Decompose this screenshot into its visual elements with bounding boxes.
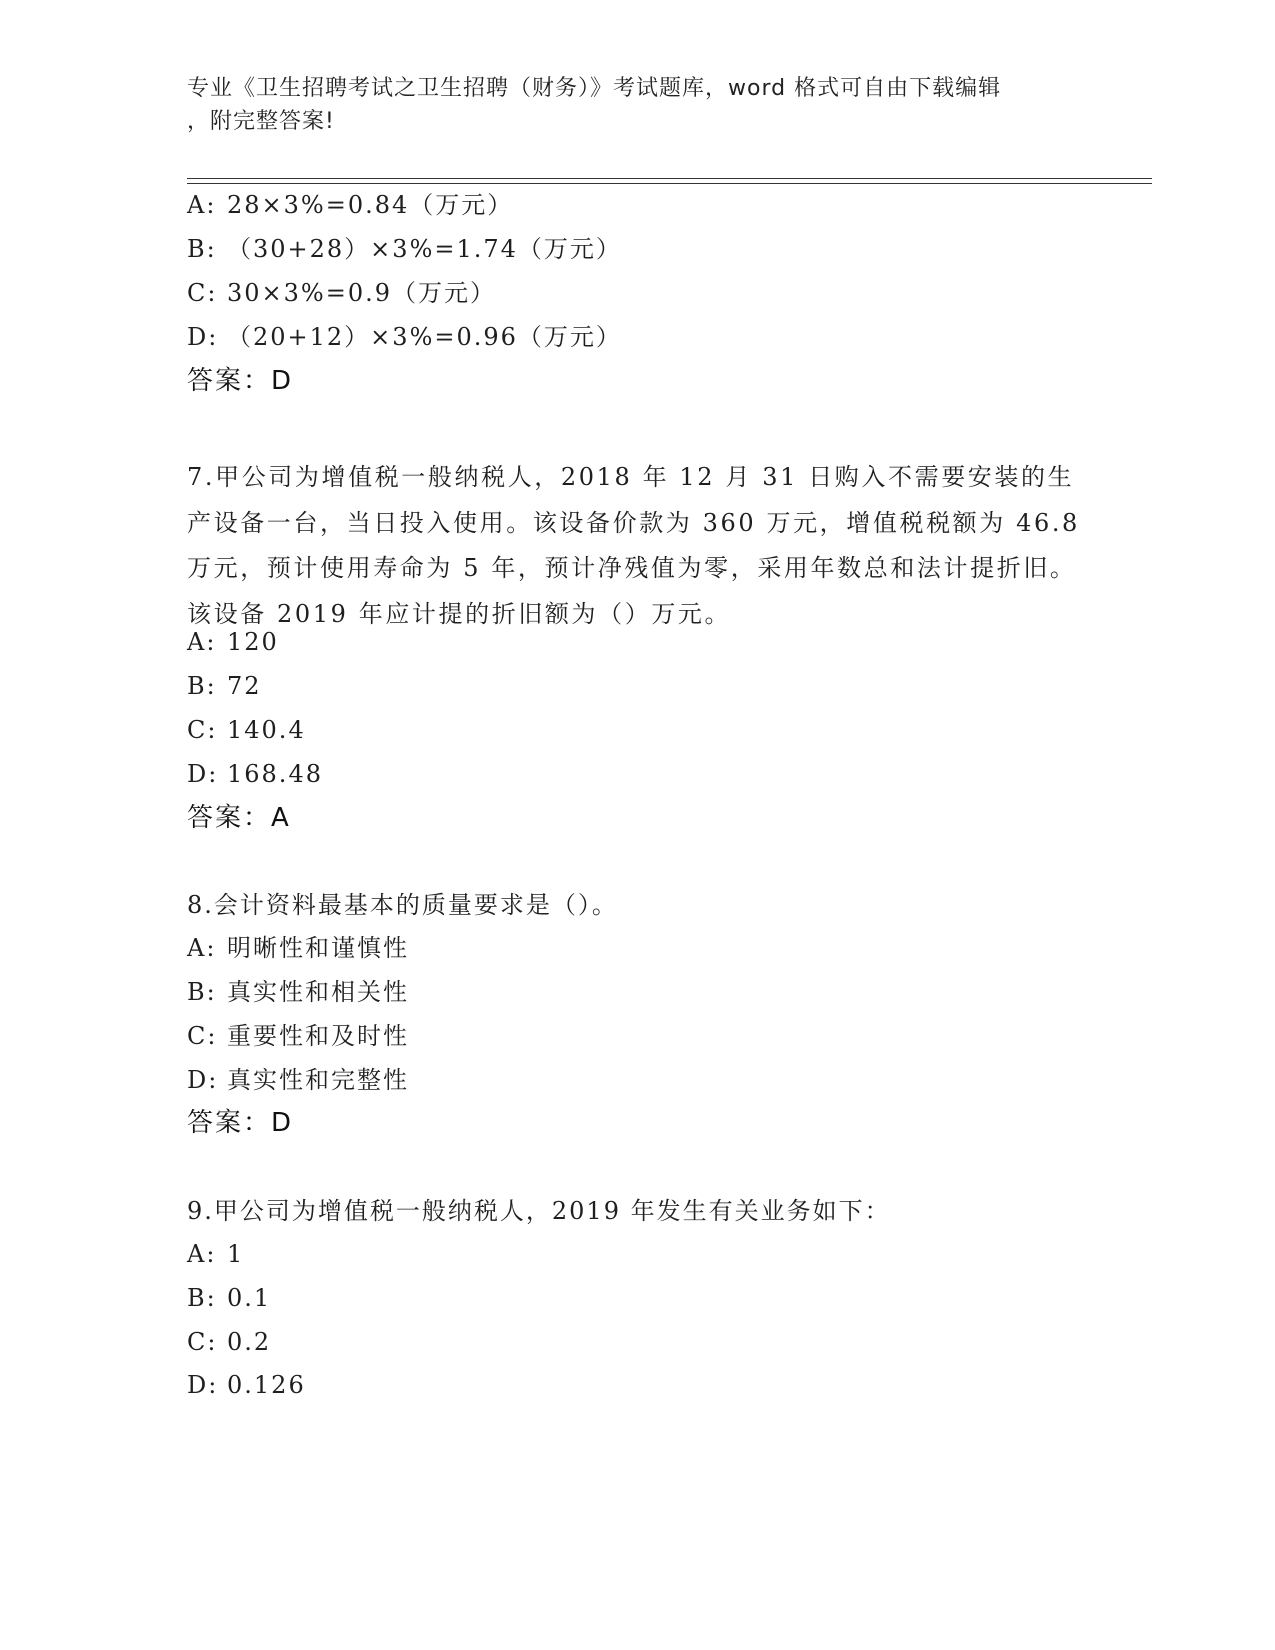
q7-option-a xyxy=(187,627,279,657)
document-header xyxy=(187,72,1067,138)
q8-option-a-label: A: xyxy=(187,934,217,962)
q8-option-b-label: B: xyxy=(187,978,217,1006)
q6-answer: 答案：D xyxy=(187,366,294,396)
q6-option-d-label: D: xyxy=(187,323,219,351)
q7-option-a-text: 120 xyxy=(227,628,279,656)
q7-option-c-label: C: xyxy=(187,716,218,744)
q7-option-b xyxy=(187,671,262,701)
header-divider-bottom xyxy=(187,183,1152,184)
q8-option-c xyxy=(187,1021,409,1051)
q9-option-c xyxy=(187,1327,271,1357)
q6-option-b xyxy=(187,234,622,264)
q6-option-a xyxy=(187,190,513,220)
q9-option-b xyxy=(187,1283,271,1313)
q9-option-c-label: C: xyxy=(187,1328,218,1356)
header-divider-top xyxy=(187,178,1152,179)
q7-option-d-label: D: xyxy=(187,760,219,788)
q7-option-a-label: A: xyxy=(187,628,217,656)
header-line-1: 专业《卫生招聘考试之卫生招聘（财务）》考试题库，word 格式可自由下载编辑 xyxy=(187,76,1002,101)
q9-option-a xyxy=(187,1239,244,1269)
q8-option-a xyxy=(187,933,409,963)
q7-option-c-text: 140.4 xyxy=(227,716,306,744)
q9-option-a-text: 1 xyxy=(227,1240,245,1268)
q9-option-d-text: 0.126 xyxy=(227,1371,306,1399)
q9-option-d-label: D: xyxy=(187,1371,219,1399)
q6-option-c-label: C: xyxy=(187,279,218,307)
q6-option-c-text: 30×3%=0.9（万元） xyxy=(227,279,496,307)
q8-option-a-text: 明晰性和谨慎性 xyxy=(227,934,409,962)
q7-option-b-label: B: xyxy=(187,672,217,700)
q9-option-d xyxy=(187,1370,306,1400)
q6-option-a-label: A: xyxy=(187,191,217,219)
q8-option-b-text: 真实性和相关性 xyxy=(227,978,409,1006)
q6-option-a-text: 28×3%=0.84（万元） xyxy=(227,191,514,219)
q7-answer: 答案：A xyxy=(187,803,291,833)
q8-stem: 8.会计资料最基本的质量要求是（）。 xyxy=(187,891,618,919)
q8-option-c-label: C: xyxy=(187,1022,218,1050)
q7-option-c xyxy=(187,715,306,745)
q6-option-d-text: （20+12）×3%=0.96（万元） xyxy=(227,323,622,351)
q6-option-d xyxy=(187,322,622,352)
q7-option-d-text: 168.48 xyxy=(227,760,323,788)
q8-option-c-text: 重要性和及时性 xyxy=(227,1022,409,1050)
q8-option-d xyxy=(187,1065,409,1095)
q8-option-b xyxy=(187,977,409,1007)
q9-stem: 9.甲公司为增值税一般纳税人，2019 年发生有关业务如下： xyxy=(187,1197,891,1225)
q8-answer: 答案：D xyxy=(187,1108,294,1138)
q6-option-b-text: （30+28）×3%=1.74（万元） xyxy=(227,235,622,263)
q6-option-c xyxy=(187,278,496,308)
q9-option-c-text: 0.2 xyxy=(227,1328,272,1356)
q9-option-a-label: A: xyxy=(187,1240,217,1268)
q8-option-d-text: 真实性和完整性 xyxy=(227,1066,409,1094)
header-line-2: ，附完整答案! xyxy=(187,109,335,134)
q8-option-d-label: D: xyxy=(187,1066,219,1094)
q9-option-b-label: B: xyxy=(187,1284,217,1312)
q9-option-b-text: 0.1 xyxy=(227,1284,272,1312)
q7-stem: 7.甲公司为增值税一般纳税人，2018 年 12 月 31 日购入不需要安装的生产设备一台，当日投入使用。该设备价款为 360 万元，增值税税额为 46.8 万元，预计使用寿命为 5 年，预计净残值为零，采用年数总和法计提折旧。该设备 2019 年应计提的折旧额为（）万元。 xyxy=(187,463,1080,628)
q6-option-b-label: B: xyxy=(187,235,217,263)
q7-option-d xyxy=(187,759,323,789)
q7-option-b-text: 72 xyxy=(227,672,262,700)
